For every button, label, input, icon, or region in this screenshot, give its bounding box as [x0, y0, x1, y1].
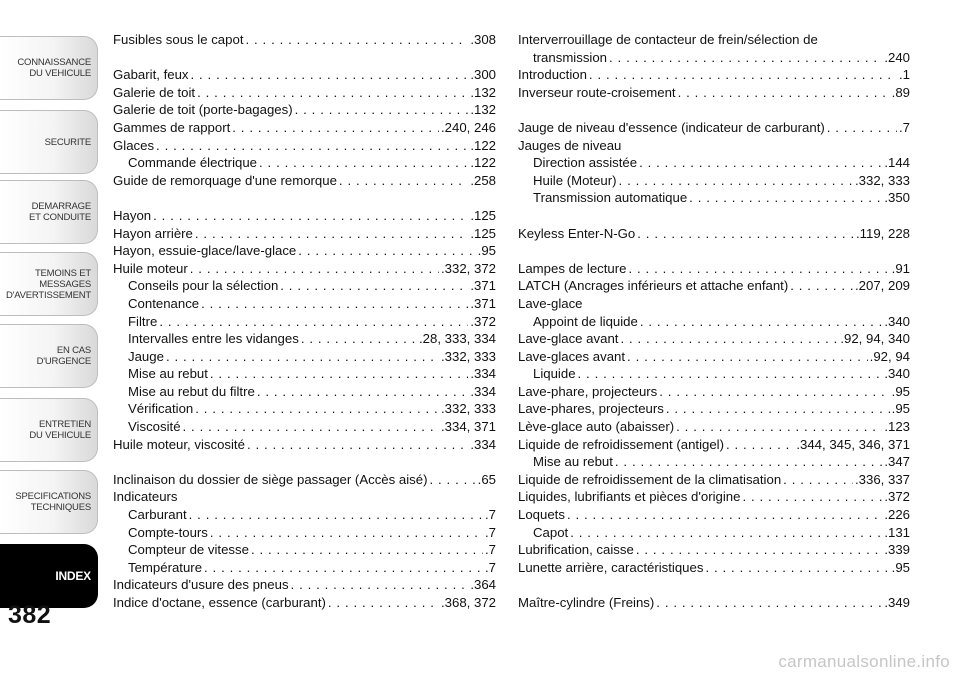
- index-page-ref: .207, 209: [855, 278, 910, 294]
- index-term: Huile moteur, viscosité: [113, 436, 245, 452]
- index-entry[interactable]: [518, 348, 910, 366]
- dot-leader: [627, 348, 868, 366]
- index-entry[interactable]: [518, 400, 910, 418]
- index-subentry[interactable]: [113, 313, 496, 331]
- index-term: Indicateurs d'usure des pneus: [113, 577, 289, 593]
- index-entry[interactable]: [113, 576, 496, 594]
- index-entry[interactable]: [518, 383, 910, 401]
- index-term: Huile moteur: [113, 260, 188, 276]
- index-entry[interactable]: [518, 506, 910, 524]
- index-subentry[interactable]: [113, 154, 496, 172]
- dot-leader: [259, 154, 468, 172]
- index-term: Appoint de liquide: [533, 313, 638, 329]
- dot-leader: [827, 119, 897, 137]
- index-term: transmission: [533, 49, 608, 65]
- index-term: Indice d'octane, essence (carburant): [113, 595, 326, 610]
- watermark: carmanualsonline.info: [778, 652, 950, 671]
- index-page-ref: .372: [884, 489, 910, 505]
- index-term: Conseils pour la sélection: [128, 278, 279, 294]
- index-page-ref: .300: [470, 67, 496, 83]
- index-term: Transmission automatique: [533, 190, 688, 206]
- index-gap: [518, 576, 910, 594]
- index-term: Lunette arrière, caractéristiques: [518, 559, 704, 575]
- index-subentry[interactable]: [518, 172, 910, 190]
- index-term: Introduction: [518, 67, 587, 83]
- index-term: Huile (Moteur): [533, 172, 617, 188]
- index-page-ref: .344, 345, 346, 371: [796, 436, 910, 452]
- index-entry[interactable]: [113, 242, 496, 260]
- index-entry[interactable]: [113, 101, 496, 119]
- index-subentry[interactable]: [518, 524, 910, 542]
- index-term: Interverrouillage de contacteur de frein/sélection de: [518, 32, 818, 47]
- index-term: Gabarit, feux: [113, 67, 189, 83]
- tab-specifications-techniques[interactable]: [0, 470, 98, 534]
- index-page-ref: .144: [884, 155, 910, 171]
- index-entry[interactable]: [518, 277, 910, 295]
- tab-index[interactable]: [0, 544, 98, 608]
- index-page-ref: .226: [884, 507, 910, 523]
- index-term: Mise au rebut du filtre: [128, 383, 255, 399]
- index-page-ref: .7: [485, 507, 496, 523]
- index-gap: [113, 189, 496, 207]
- index-term: Indicateurs: [113, 489, 178, 505]
- index-page-ref: .122: [470, 137, 496, 153]
- index-entry[interactable]: [113, 488, 496, 506]
- index-gap: [113, 453, 496, 471]
- dot-leader: [190, 260, 439, 278]
- dot-leader: [291, 576, 469, 594]
- index-entry[interactable]: [518, 260, 910, 278]
- index-page-ref: .95: [891, 559, 910, 575]
- dot-leader: [637, 225, 854, 243]
- index-page-ref: .125: [470, 207, 496, 223]
- dot-leader: [689, 189, 882, 207]
- index-page-ref: .349: [884, 595, 910, 610]
- index-page-ref: .132: [470, 102, 496, 118]
- index-entry[interactable]: [518, 295, 910, 313]
- dot-leader: [429, 471, 475, 489]
- tab-entretien-du-vehicule[interactable]: [0, 398, 98, 462]
- index-page-ref: .371: [470, 295, 496, 311]
- dot-leader: [615, 453, 882, 471]
- index-term: Liquide: [533, 366, 576, 382]
- index-entry[interactable]: [518, 541, 910, 559]
- dot-leader: [191, 66, 469, 84]
- tab-en-cas-d-urgence[interactable]: [0, 324, 98, 388]
- index-page-ref: .334: [470, 366, 496, 382]
- tab-label: DEMARRAGE ET CONDUITE: [28, 201, 91, 223]
- index-term: Inclinaison du dossier de siège passager (Accès aisé): [113, 471, 428, 487]
- index-entry[interactable]: [113, 119, 496, 137]
- index-subentry[interactable]: [113, 277, 496, 295]
- index-term: Guide de remorquage d'une remorque: [113, 172, 337, 188]
- index-page-ref: .334: [470, 383, 496, 399]
- index-term: Viscosité: [128, 419, 181, 435]
- index-page-ref: .132: [470, 84, 496, 100]
- index-term: Compte-tours: [128, 524, 208, 540]
- index-term: Galerie de toit (porte-bagages): [113, 102, 293, 118]
- dot-leader: [783, 471, 853, 489]
- dot-leader: [301, 330, 417, 348]
- index-term: Keyless Enter-N-Go: [518, 225, 636, 241]
- dot-leader: [247, 436, 468, 454]
- index-page-ref: .334: [470, 436, 496, 452]
- dot-leader: [726, 436, 794, 454]
- index-page-ref: .340: [884, 366, 910, 382]
- index-term: Lave-phare, projecteurs: [518, 383, 658, 399]
- index-entry[interactable]: [113, 84, 496, 102]
- index-term: Lave-phares, projecteurs: [518, 401, 664, 417]
- index-page-ref: .258: [470, 172, 496, 188]
- index-page-ref: .7: [485, 542, 496, 558]
- index-page-ref: .240, 246: [441, 119, 496, 135]
- index-term: Mise au rebut: [533, 454, 613, 470]
- tab-label: ENTRETIEN DU VEHICULE: [29, 419, 91, 441]
- dot-leader: [589, 66, 897, 84]
- index-term: Liquide de refroidissement de la climatisation: [518, 471, 782, 487]
- index-page-ref: .28, 333, 334: [419, 331, 496, 347]
- index-column-left: [113, 31, 496, 612]
- index-entry[interactable]: [518, 84, 910, 102]
- index-term: LATCH (Ancrages inférieurs et attache enfant): [518, 278, 789, 294]
- index-entry[interactable]: [518, 418, 910, 436]
- dot-leader: [640, 313, 882, 331]
- index-entry[interactable]: [518, 559, 910, 577]
- index-page-ref: .332, 333: [441, 348, 496, 364]
- dot-leader: [257, 383, 469, 401]
- index-entry[interactable]: [113, 66, 496, 84]
- page-number: 382: [8, 601, 52, 629]
- index-entry[interactable]: [518, 119, 910, 137]
- index-entry[interactable]: [113, 225, 496, 243]
- index-page-ref: .7: [485, 524, 496, 540]
- index-subentry[interactable]: [518, 453, 910, 471]
- index-gap: [518, 207, 910, 225]
- dot-leader: [790, 277, 853, 295]
- chapter-sidebar: [0, 0, 100, 678]
- index-subentry[interactable]: [518, 189, 910, 207]
- dot-leader: [585, 295, 908, 313]
- index-entry[interactable]: [113, 260, 496, 278]
- index-page-ref: .371: [470, 278, 496, 294]
- index-term: Loquets: [518, 507, 565, 523]
- index-entry[interactable]: [518, 66, 910, 84]
- index-term: Contenance: [128, 295, 200, 311]
- index-subentry[interactable]: [113, 418, 496, 436]
- index-gap: [518, 101, 910, 119]
- index-entry[interactable]: [518, 471, 910, 489]
- dot-leader: [251, 541, 483, 559]
- dot-leader: [204, 559, 483, 577]
- index-page-ref: .89: [891, 84, 910, 100]
- dot-leader: [298, 242, 475, 260]
- dot-leader: [328, 594, 439, 612]
- index-page-ref: .7: [899, 119, 910, 135]
- index-subentry[interactable]: [518, 154, 910, 172]
- index-entry[interactable]: [113, 137, 496, 155]
- index-page-ref: .95: [891, 383, 910, 399]
- index-entry[interactable]: [518, 225, 910, 243]
- dot-leader: [156, 137, 468, 155]
- index-entry[interactable]: [113, 172, 496, 190]
- index-subentry[interactable]: [113, 506, 496, 524]
- index-entry[interactable]: [518, 488, 910, 506]
- index-gap: [518, 242, 910, 260]
- index-page-ref: .1: [899, 67, 910, 83]
- dot-leader: [153, 207, 468, 225]
- index-page-ref: .7: [485, 559, 496, 575]
- index-entry[interactable]: [113, 31, 496, 49]
- dot-leader: [339, 172, 468, 190]
- dot-leader: [195, 225, 468, 243]
- dot-leader: [210, 365, 468, 383]
- index-subentry[interactable]: [113, 365, 496, 383]
- index-subentry[interactable]: [518, 49, 910, 67]
- tab-demarrage-et-conduite[interactable]: [0, 180, 98, 244]
- dot-leader: [629, 260, 890, 278]
- dot-leader: [620, 330, 838, 348]
- dot-leader: [678, 84, 890, 102]
- index-term: Maître-cylindre (Freins): [518, 595, 655, 610]
- index-term: Vérification: [128, 401, 194, 417]
- dot-leader: [676, 418, 882, 436]
- index-term: Hayon: [113, 207, 152, 223]
- dot-leader: [197, 84, 468, 102]
- index-page-ref: .308: [470, 32, 496, 47]
- index-page-ref: .332, 372: [441, 260, 496, 276]
- tab-connaissance-du-vehicule[interactable]: [0, 36, 98, 100]
- index-page-ref: .92, 94: [869, 348, 910, 364]
- index-subentry[interactable]: [113, 348, 496, 366]
- index-page-ref: .119, 228: [855, 225, 910, 241]
- index-term: Jauge: [128, 348, 164, 364]
- dot-leader: [195, 400, 439, 418]
- index-page-ref: .95: [477, 243, 496, 259]
- index-term: Liquide de refroidissement (antigel): [518, 436, 724, 452]
- dot-leader: [201, 295, 468, 313]
- index-subentry[interactable]: [518, 365, 910, 383]
- index-column-right: [518, 31, 910, 612]
- index-subentry[interactable]: [113, 330, 496, 348]
- index-page-ref: .240: [884, 49, 910, 65]
- index-term: Lave-glaces avant: [518, 348, 626, 364]
- index-subentry[interactable]: [113, 295, 496, 313]
- index-page-ref: .123: [884, 419, 910, 435]
- index-page-ref: .332, 333: [855, 172, 910, 188]
- dot-leader: [656, 594, 882, 612]
- index-page-ref: .368, 372: [441, 595, 496, 610]
- dot-leader: [567, 506, 882, 524]
- index-entry[interactable]: [518, 330, 910, 348]
- tab-label: SPECIFICATIONS TECHNIQUES: [15, 491, 91, 513]
- dot-leader: [232, 119, 439, 137]
- dot-leader: [742, 488, 882, 506]
- index-term: Capot: [533, 524, 569, 540]
- index-page-ref: .372: [470, 313, 496, 329]
- index-entry[interactable]: [518, 137, 910, 155]
- index-term: Hayon arrière: [113, 225, 193, 241]
- index-page-ref: .339: [884, 542, 910, 558]
- index-subentry[interactable]: [113, 559, 496, 577]
- index-subentry[interactable]: [113, 524, 496, 542]
- index-entry[interactable]: [113, 436, 496, 454]
- dot-leader: [159, 313, 468, 331]
- index-page-ref: .340: [884, 313, 910, 329]
- index-page-ref: .336, 337: [855, 471, 910, 487]
- index-term: Lève-glace auto (abaisser): [518, 419, 675, 435]
- index-subentry[interactable]: [113, 400, 496, 418]
- dot-leader: [619, 172, 853, 190]
- dot-leader: [245, 31, 468, 49]
- index-page-ref: .332, 333: [441, 401, 496, 417]
- index-page-ref: .65: [477, 471, 496, 487]
- dot-leader: [820, 31, 908, 49]
- index-page-ref: .364: [470, 577, 496, 593]
- index-subentry[interactable]: [113, 383, 496, 401]
- index-term: Jauge de niveau d'essence (indicateur de carburant): [518, 119, 825, 135]
- dot-leader: [166, 348, 439, 366]
- index-term: Inverseur route-croisement: [518, 84, 676, 100]
- index-gap: [113, 49, 496, 67]
- tab-label: TEMOINS ET MESSAGES D'AVERTISSEMENT: [5, 267, 91, 301]
- dot-leader: [210, 524, 483, 542]
- tab-securite[interactable]: [0, 110, 98, 174]
- index-entry[interactable]: [113, 471, 496, 489]
- dot-leader: [578, 365, 883, 383]
- index-page-ref: .122: [470, 155, 496, 171]
- index-entry[interactable]: [518, 31, 910, 49]
- index-term: Lubrification, caisse: [518, 542, 634, 558]
- dot-leader: [180, 488, 494, 506]
- index-page-ref: .92, 94, 340: [840, 331, 910, 347]
- index-term: Direction assistée: [533, 155, 638, 171]
- index-term: Lave-glace avant: [518, 331, 619, 347]
- index-entry[interactable]: [113, 594, 496, 612]
- dot-leader: [705, 559, 889, 577]
- dot-leader: [639, 154, 882, 172]
- tab-label: INDEX: [55, 568, 91, 583]
- index-entry[interactable]: [518, 594, 910, 612]
- dot-leader: [609, 49, 882, 67]
- dot-leader: [570, 524, 882, 542]
- index-term: Hayon, essuie-glace/lave-glace: [113, 243, 297, 259]
- index-page-ref: .347: [884, 454, 910, 470]
- index-term: Liquides, lubrifiants et pièces d'origine: [518, 489, 741, 505]
- index-term: Filtre: [128, 313, 158, 329]
- index-term: Commande électrique: [128, 155, 258, 171]
- index-page-ref: .334, 371: [441, 419, 496, 435]
- index-page-ref: .350: [884, 190, 910, 206]
- index-term: Température: [128, 559, 203, 575]
- index-entry[interactable]: [113, 207, 496, 225]
- dot-leader: [280, 277, 468, 295]
- dot-leader: [295, 101, 469, 119]
- tab-label: CONNAISSANCE DU VEHICULE: [17, 57, 91, 79]
- dot-leader: [623, 137, 908, 155]
- index-term: Lampes de lecture: [518, 260, 627, 276]
- index-term: Glaces: [113, 137, 155, 153]
- tab-label: EN CAS D'URGENCE: [36, 345, 91, 367]
- index-subentry[interactable]: [518, 313, 910, 331]
- index-term: Lave-glace: [518, 295, 583, 311]
- dot-leader: [189, 506, 483, 524]
- index-page-ref: .125: [470, 225, 496, 241]
- index-subentry[interactable]: [113, 541, 496, 559]
- index-term: Compteur de vitesse: [128, 542, 249, 558]
- dot-leader: [666, 400, 890, 418]
- index-term: Carburant: [128, 507, 187, 523]
- index-page-ref: .131: [884, 524, 910, 540]
- index-page-ref: .95: [891, 401, 910, 417]
- dot-leader: [183, 418, 439, 436]
- dot-leader: [636, 541, 883, 559]
- index-term: Fusibles sous le capot: [113, 32, 244, 47]
- dot-leader: [659, 383, 889, 401]
- index-term: Intervalles entre les vidanges: [128, 331, 299, 347]
- index-term: Jauges de niveau: [518, 137, 622, 153]
- tab-label: SECURITE: [44, 136, 91, 148]
- index-term: Galerie de toit: [113, 84, 196, 100]
- index-entry[interactable]: [518, 436, 910, 454]
- index-term: Gammes de rapport: [113, 119, 231, 135]
- index-term: Mise au rebut: [128, 366, 208, 382]
- index-page-ref: .91: [891, 260, 910, 276]
- tab-temoins-et-messages[interactable]: [0, 252, 98, 316]
